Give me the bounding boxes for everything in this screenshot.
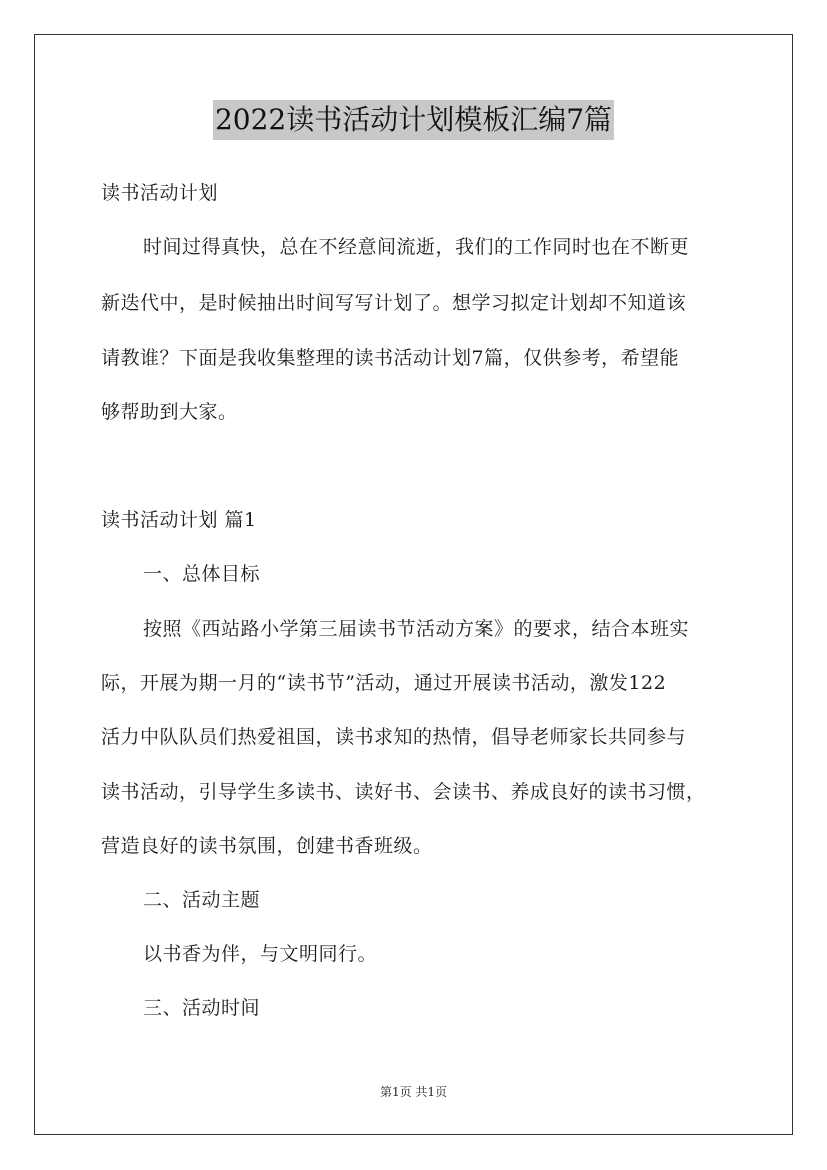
heading-goal: 一、总体目标 [143,563,261,585]
title-container [0,100,827,140]
heading-time: 三、活动时间 [143,997,261,1019]
goal-line: 活力中队队员们热爱祖国，读书求知的热情，倡导老师家长共同参与 [101,726,687,748]
goal-line: 读书活动，引导学生多读书、读好书、会读书、养成良好的读书习惯， [101,781,706,803]
goal-line: 际，开展为期一月的“读书节”活动，通过开展读书活动，激发122 [101,672,667,694]
intro-line: 时间过得真快，总在不经意间流逝，我们的工作同时也在不断更 [143,236,690,258]
subtitle: 读书活动计划 [101,182,219,204]
intro-line: 新迭代中，是时候抽出时间写写计划了。想学习拟定计划却不知道该 [101,292,687,314]
page-footer: 第1页 共1页 [379,1085,448,1099]
goal-line: 按照《西站路小学第三届读书节活动方案》的要求，结合本班实 [143,618,690,640]
intro-line: 请教谁？下面是我收集整理的读书活动计划7篇，仅供参考，希望能 [101,347,680,369]
section-heading: 读书活动计划 篇1 [101,509,257,531]
theme-text: 以书香为伴，与文明同行。 [143,943,378,965]
goal-line: 营造良好的读书氛围，创建书香班级。 [101,835,433,857]
document-title: 2022读书活动计划模板汇编7篇 [213,100,614,140]
intro-line: 够帮助到大家。 [101,401,238,423]
heading-theme: 二、活动主题 [143,889,261,911]
